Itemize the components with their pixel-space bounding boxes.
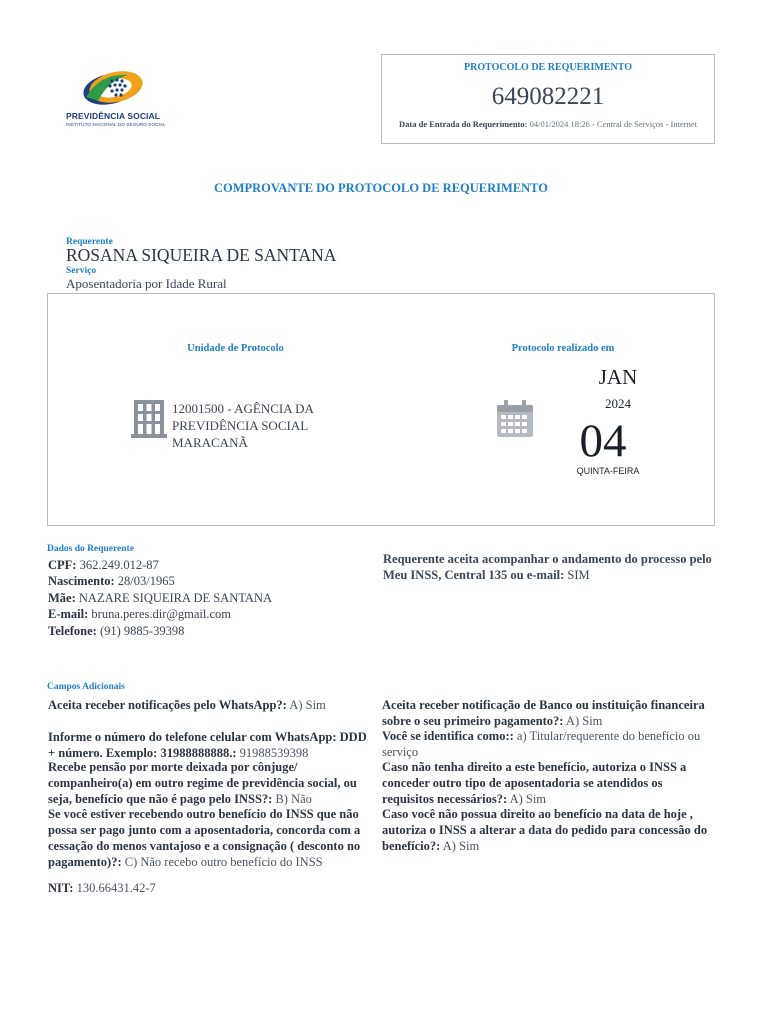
campo-question: NIT: (48, 881, 74, 895)
service-label: Serviço (66, 266, 97, 276)
field-telefone (48, 623, 184, 639)
campo-answer: A) Sim (289, 698, 326, 712)
campo-question: Se você estiver recebendo outro benefício do INSS que não possa ser pago junto com a aposentadoria, concorda com a cessação do menos vantajoso e a consignação ( desconto no pagamento)?: (48, 807, 361, 869)
field-label: Telefone: (48, 624, 97, 638)
protocol-date-label: Data de Entrada do Requerimento: (399, 119, 528, 129)
campo-outra-aposentadoria (382, 759, 715, 807)
meu-inss-consent (383, 551, 713, 583)
field-email (48, 606, 231, 622)
field-value: NAZARE SIQUEIRA DE SANTANA (78, 591, 272, 605)
campo-question: Aceita receber notificações pelo WhatsApp?: (48, 698, 287, 712)
field-label: CPF: (48, 558, 77, 572)
calendar-icon (496, 400, 534, 438)
field-value: bruna.peres.dir@gmail.com (91, 607, 231, 621)
campo-question: Informe o número do telefone celular com WhatsApp: DDD + número. Exemplo: 31988888888.: (48, 730, 367, 760)
protocol-weekday: QUINTA-FEIRA (576, 466, 640, 476)
campo-question: Caso não tenha direito a este benefício, autoriza o INSS a conceder outro tipo de aposentadoria se atendidos os requisitos necessários?: (382, 760, 687, 806)
campo-alterar-data (382, 806, 715, 854)
building-icon (131, 400, 167, 438)
unit-text: 12001500 - AGÊNCIA DA PREVIDÊNCIA SOCIAL MARACANÃ (172, 401, 314, 450)
meu-inss-answer: SIM (567, 568, 590, 582)
previdencia-logo-icon (66, 67, 166, 111)
requerente-name: ROSANA SIQUEIRA DE SANTANA (66, 245, 337, 265)
campo-answer: a) Titular/requerente do benefício ou serviço (382, 729, 701, 759)
campo-answer: 91988539398 (239, 746, 309, 760)
protocol-box (381, 54, 715, 144)
protocol-month: JAN (598, 365, 638, 389)
field-nascimento (48, 573, 175, 589)
campo-outro-beneficio (48, 806, 371, 870)
dados-label: Dados do Requerente (47, 544, 134, 554)
document-title: COMPROVANTE DO PROTOCOLO DE REQUERIMENTO (213, 181, 549, 195)
unit-label: Unidade de Protocolo (187, 343, 284, 354)
campo-identificacao (382, 728, 715, 760)
field-label: Nascimento: (48, 574, 115, 588)
protocol-date (392, 119, 704, 130)
campo-question: Aceita receber notificação de Banco ou instituição financeira sobre o seu primeiro pagamento?: (382, 698, 705, 728)
campo-notificacao-banco (382, 697, 715, 729)
protocol-date-value: 04/01/2024 18:26 - Central de Serviços - Internet (529, 119, 697, 129)
campo-answer: A) Sim (442, 839, 480, 853)
meu-inss-question: Requerente aceita acompanhar o andamento do processo pelo Meu INSS, Central 135 ou e-mail: (383, 552, 712, 582)
field-label: Mãe: (48, 591, 76, 605)
campo-whatsapp (48, 697, 371, 713)
unit-box (47, 293, 715, 526)
campo-answer: B) Não (275, 792, 312, 806)
campos-label: Campos Adicionais (47, 682, 125, 692)
field-cpf (48, 557, 159, 573)
campo-nit (48, 880, 371, 896)
campo-question: Caso você não possua direito ao benefício na data de hoje , autoriza o INSS a alterar a data do pedido para concessão do benefício?: (382, 807, 708, 853)
campo-question: Recebe pensão por morte deixada por cônjuge/ companheiro(a) em outro regime de previdência social, ou seja, benefício que não é pago pelo INSS?: (48, 760, 357, 806)
protocol-number: 649082221 (491, 83, 605, 110)
logo-subtitle: INSTITUTO NACIONAL DO SEGURO SOCIAL (66, 122, 166, 127)
requerente-label: Requerente (66, 237, 113, 247)
protocol-day: 04 (579, 415, 627, 467)
logo-brand: PREVIDÊNCIA SOCIAL (66, 111, 161, 121)
field-value: 362.249.012-87 (79, 558, 159, 572)
field-value: (91) 9885-39398 (99, 624, 185, 638)
service-value: Aposentadoria por Idade Rural (66, 276, 227, 291)
protocol-year: 2024 (605, 396, 631, 411)
field-value: 28/03/1965 (117, 574, 175, 588)
campo-answer: 130.66431.42-7 (76, 881, 156, 895)
field-mae (48, 590, 272, 606)
campo-pensao (48, 759, 371, 807)
campo-telefone-whatsapp (48, 729, 371, 761)
campo-question: Você se identifica como:: (382, 729, 514, 743)
protocol-title: PROTOCOLO DE REQUERIMENTO (464, 62, 632, 73)
campo-answer: A) Sim (565, 714, 603, 728)
protocol-date-heading: Protocolo realizado em (511, 343, 615, 354)
campo-answer: A) Sim (509, 792, 547, 806)
previdencia-logo (66, 67, 166, 131)
campo-answer: C) Não recebo outro benefício do INSS (124, 855, 323, 869)
field-label: E-mail: (48, 607, 89, 621)
